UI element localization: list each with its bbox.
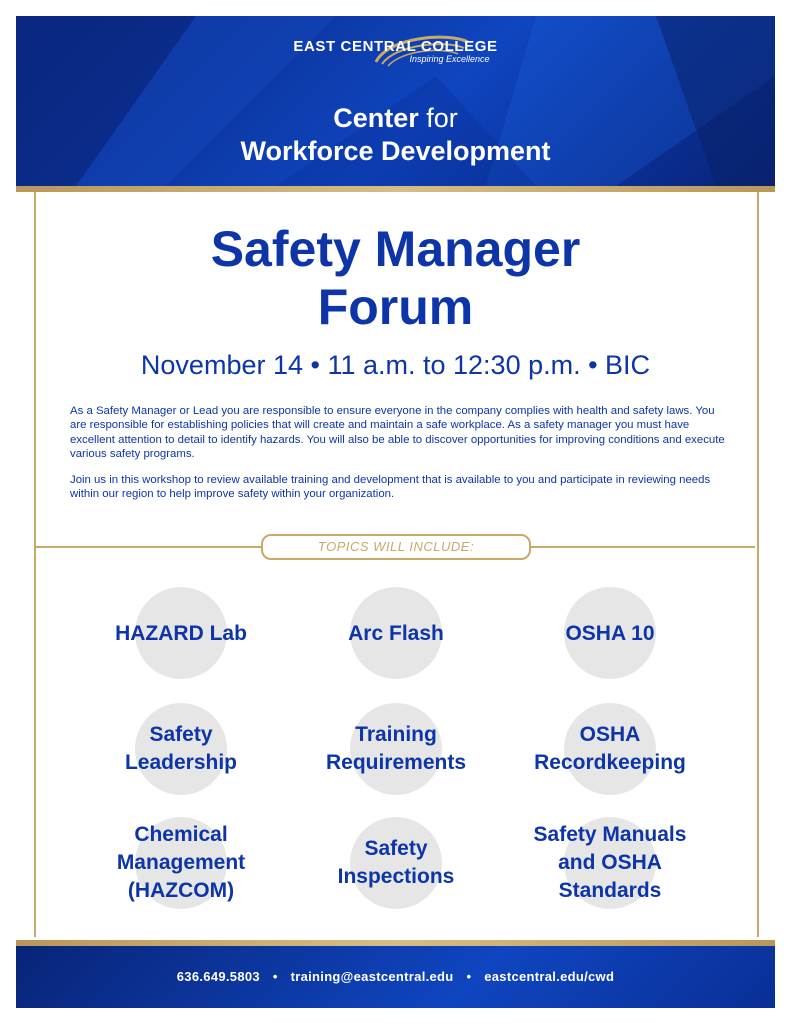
topic-label: Safety Inspections bbox=[337, 837, 455, 888]
description-paragraph-2: Join us in this workshop to review available training and development that is available to you and participate in reviewing needs within our region to help improve safety within your organization. bbox=[70, 474, 711, 501]
title-line-2: Forum bbox=[317, 279, 474, 335]
page-title bbox=[0, 220, 791, 336]
footer-website-link[interactable]: eastcentral.edu/cwd bbox=[484, 969, 615, 984]
topic-item bbox=[510, 721, 710, 777]
topic-label: Training Requirements bbox=[325, 723, 467, 774]
college-name: EAST CENTRAL COLLEGE bbox=[293, 38, 498, 55]
topic-label: OSHA Recordkeeping bbox=[534, 723, 686, 774]
footer-phone[interactable]: 636.649.5803 bbox=[176, 969, 260, 984]
topic-item bbox=[296, 620, 496, 648]
topic-item bbox=[510, 620, 710, 648]
topic-label: Safety Manuals and OSHA Standards bbox=[533, 823, 687, 902]
college-logo bbox=[16, 38, 775, 64]
topic-item bbox=[296, 835, 496, 891]
description-paragraph-1: As a Safety Manager or Lead you are responsible to ensure everyone in the company complies with health and safety laws. You are responsible for establishing policies that will create and maintain a safe workplace. As a safety manager you must have excellent attention to detail to identify hazards. You will also be able to discover opportunities for improving conditions and execute various safety programs. bbox=[70, 405, 725, 460]
footer-email-link[interactable]: training@eastcentral.edu bbox=[290, 969, 454, 984]
center-title-bold: Center bbox=[333, 103, 419, 133]
topics-heading: TOPICS WILL INCLUDE: bbox=[261, 534, 531, 560]
center-title-light: for bbox=[426, 103, 458, 133]
center-title-line2: Workforce Development bbox=[240, 136, 551, 166]
topic-label: Arc Flash bbox=[348, 622, 444, 645]
topic-item bbox=[81, 620, 281, 648]
topic-item bbox=[81, 821, 281, 905]
topic-label: Safety Leadership bbox=[124, 723, 238, 774]
topic-item bbox=[510, 821, 710, 905]
topic-item bbox=[81, 721, 281, 777]
title-line-1: Safety Manager bbox=[210, 221, 581, 277]
college-tagline: Inspiring Excellence bbox=[409, 54, 490, 64]
header-banner bbox=[16, 16, 775, 186]
topic-label: Chemical Management (HAZCOM) bbox=[116, 823, 246, 902]
topic-label: HAZARD Lab bbox=[115, 622, 247, 645]
center-title bbox=[16, 102, 775, 168]
footer-separator: • bbox=[466, 969, 472, 984]
footer-contact-bar bbox=[16, 946, 775, 1008]
event-details: November 14 • 11 a.m. to 12:30 p.m. • BIC bbox=[140, 350, 651, 380]
topic-item bbox=[296, 721, 496, 777]
footer-separator: • bbox=[272, 969, 278, 984]
topic-label: OSHA 10 bbox=[565, 622, 655, 645]
